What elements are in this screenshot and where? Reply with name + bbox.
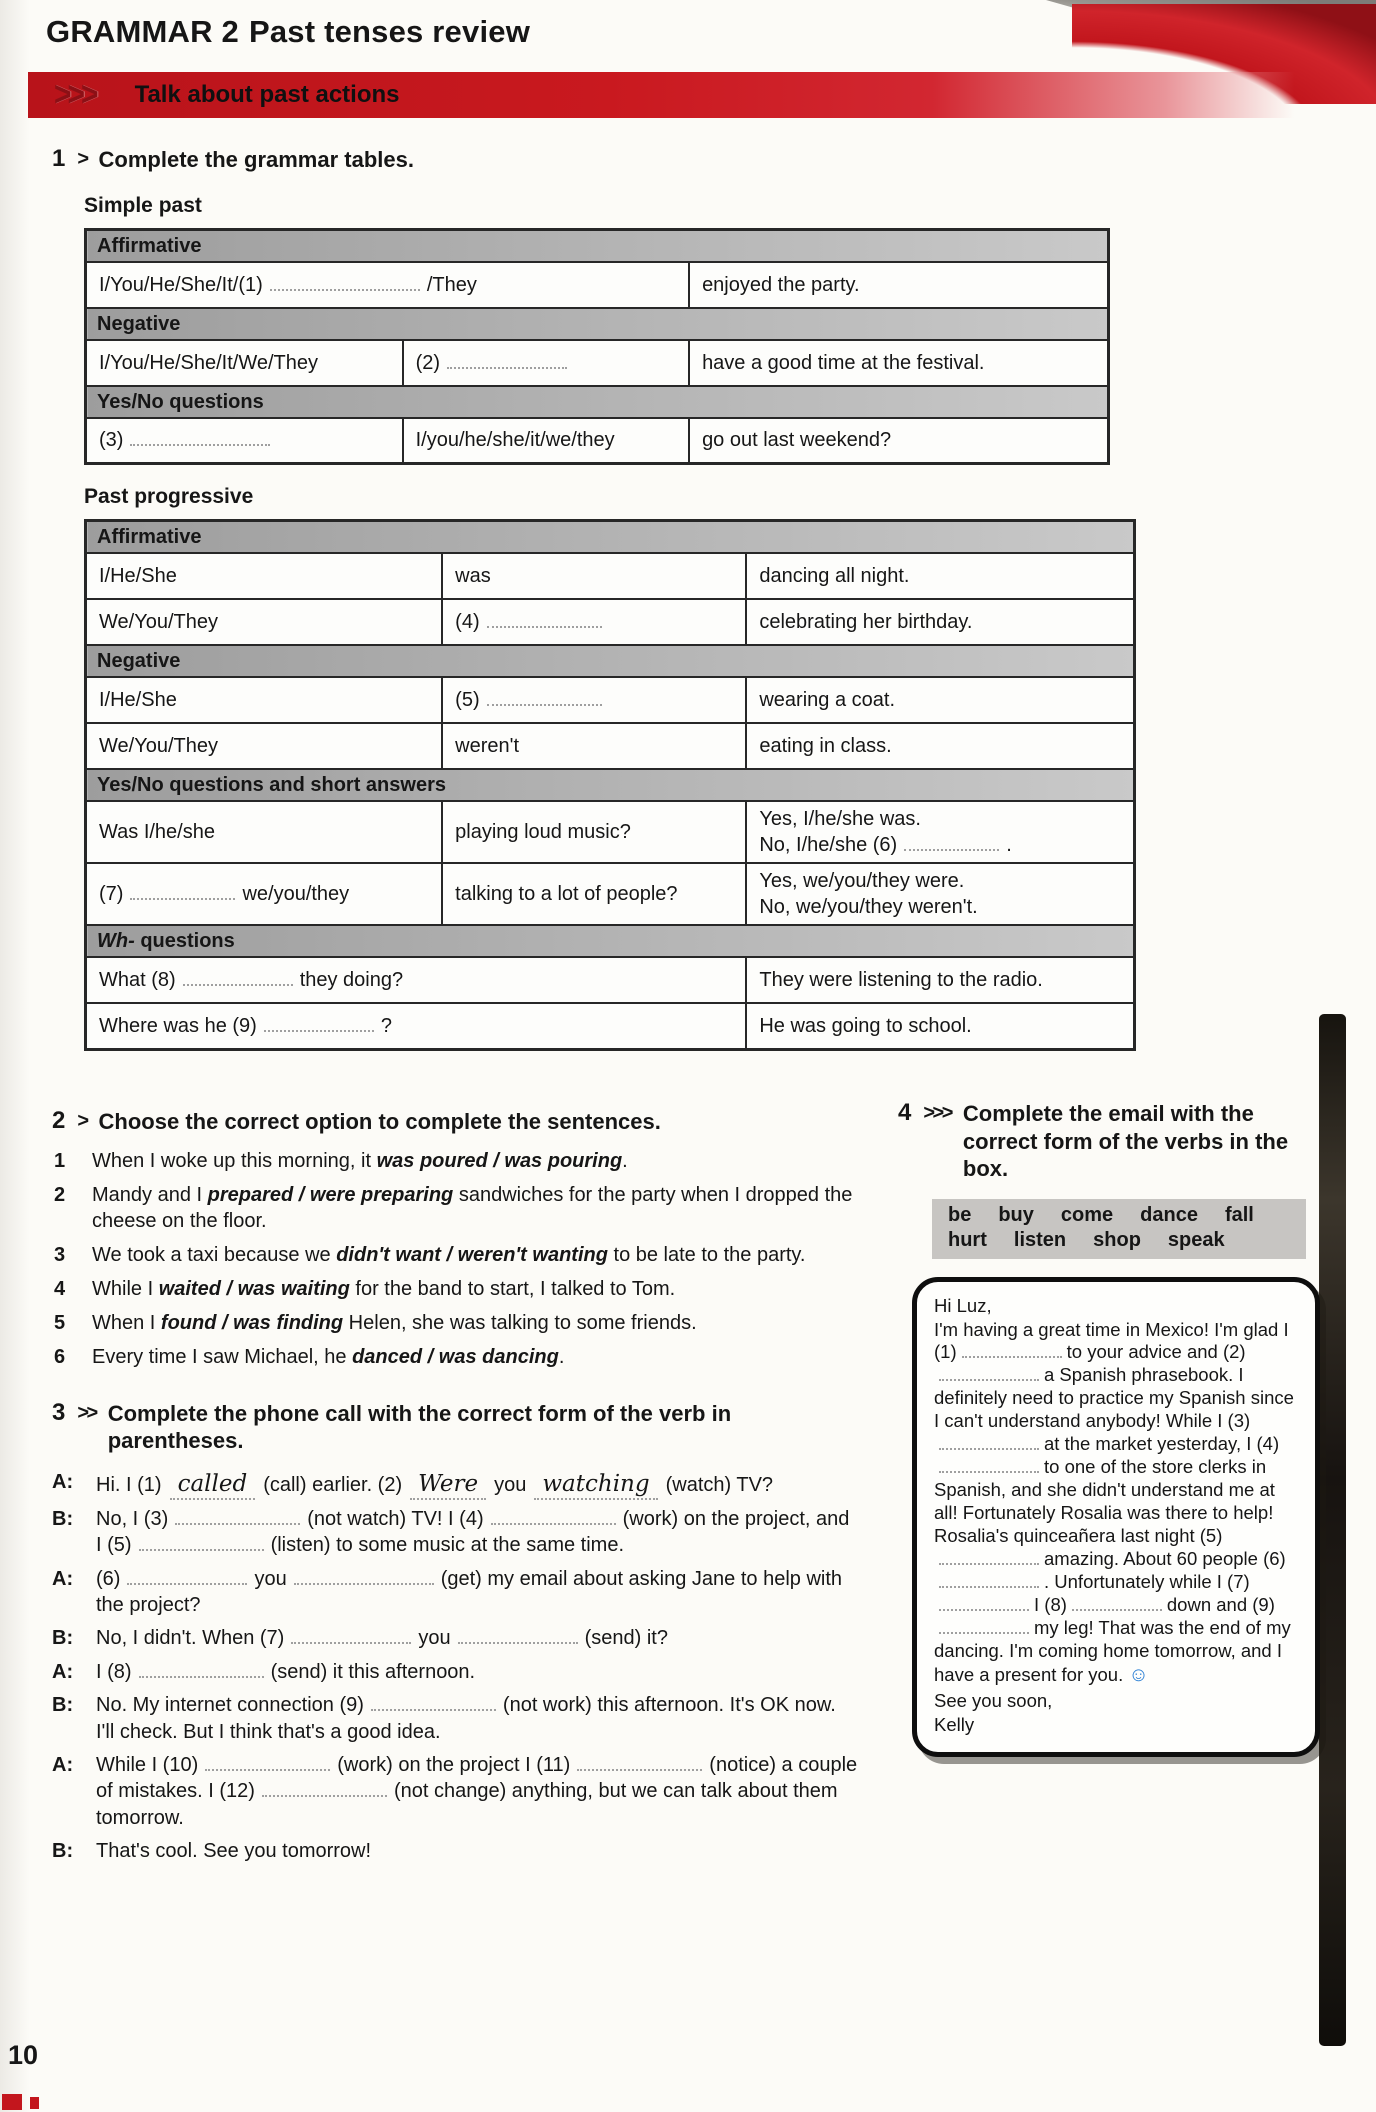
speaker-label: B: [52, 1507, 74, 1530]
level-chevron-icon: > [77, 1110, 87, 1132]
text-segment: While I [92, 1277, 159, 1300]
table-cell [86, 553, 443, 599]
table-cell [746, 1003, 1134, 1049]
choice-options: waited / was waiting [158, 1277, 350, 1300]
dialogue-line [52, 1659, 858, 1685]
text-segment: Every time I saw Michael, he [92, 1345, 353, 1368]
verb-option: fall [1224, 1203, 1254, 1226]
text-segment: I/He/She [99, 689, 177, 711]
page-title [46, 14, 530, 50]
email-card [912, 1277, 1320, 1757]
text-segment: /They [426, 273, 477, 296]
table-cell [86, 340, 403, 386]
dialogue-line [52, 1506, 858, 1559]
answer-blank [939, 1435, 1039, 1451]
table-cell [746, 553, 1134, 599]
text-segment: No, we/you/they weren't. [759, 896, 978, 918]
text-segment: (not watch) TV! I (4) [307, 1507, 484, 1530]
table-header-row [86, 521, 1135, 554]
table-cell [442, 801, 746, 863]
exercise-2-heading [52, 1108, 858, 1136]
answer-blank [183, 969, 293, 986]
answer-blank [291, 1627, 411, 1644]
sentence-item [54, 1310, 858, 1336]
text-segment: (work) on the project I (11) [337, 1753, 571, 1776]
choice-options: prepared / were preparing [207, 1183, 454, 1206]
table-cell [746, 677, 1134, 723]
table-cell [86, 418, 403, 464]
table-section-header [86, 769, 1135, 801]
footer-red-mark [2, 2094, 22, 2110]
dialogue-line [52, 1566, 858, 1619]
table-cell [689, 340, 1108, 386]
handwritten-answer: watching [534, 1471, 657, 1500]
answer-blank [139, 1534, 264, 1551]
text-segment: While I (10) [96, 1753, 199, 1776]
table-cell [442, 553, 746, 599]
table-cell [746, 599, 1134, 645]
text-segment: (7) [99, 883, 124, 905]
table-cell [86, 1003, 747, 1049]
table-cell [403, 340, 689, 386]
answer-blank [205, 1754, 330, 1771]
table-cell [689, 262, 1108, 308]
simple-past-table [84, 228, 1110, 466]
text-segment: I'm having a great time in Mexico! I'm glad I (1) [934, 1318, 1289, 1363]
text-segment: No, I (3) [96, 1507, 169, 1530]
text-segment: (2) [415, 351, 441, 374]
table-header-row [86, 925, 1135, 957]
answer-blank [294, 1568, 434, 1585]
table-row [86, 863, 1135, 925]
text-segment: No, I didn't. When (7) [96, 1627, 285, 1650]
table-cell [86, 262, 690, 308]
exercise-number: 4 [898, 1099, 912, 1126]
table-section-header [86, 308, 1109, 340]
text-segment: I/you/he/she/it/we/they [415, 429, 615, 452]
table-row [86, 723, 1135, 769]
text-segment: (5) [455, 689, 480, 711]
table-cell [403, 418, 689, 464]
text-segment: (send) it this afternoon. [270, 1660, 476, 1683]
exercise-title: Complete the email with the correct form of the verbs in the box. [962, 1101, 1289, 1181]
text-segment: I/He/She [99, 565, 177, 587]
text-segment: No. My internet connection (9) [96, 1694, 364, 1717]
text-segment: What (8) [99, 969, 176, 991]
text-segment: talking to a lot of people? [455, 883, 678, 905]
page-number: 10 [8, 2040, 39, 2070]
exercise-3-heading [52, 1400, 858, 1455]
answer-blank [939, 1618, 1029, 1634]
text-segment: I (8) [96, 1660, 132, 1683]
answer-blank [939, 1595, 1029, 1611]
email-signature: Kelly [934, 1714, 975, 1736]
text-segment: (listen) to some music at the same time. [270, 1534, 625, 1557]
text-segment: you [418, 1627, 451, 1650]
text-segment: Hi. I (1) [96, 1473, 162, 1496]
text-segment: No, I/he/she (6) [759, 834, 898, 856]
table-header-row [86, 769, 1135, 801]
sentence-text [92, 1182, 858, 1234]
answer-blank [447, 352, 567, 369]
text-segment: Yes, I/he/she was. [759, 808, 921, 830]
page-left-edge [0, 0, 30, 2112]
handwritten-answer: called [170, 1471, 256, 1500]
text-segment: We/You/They [99, 735, 218, 757]
text-segment: When I [92, 1311, 161, 1334]
text-segment: questions [134, 930, 235, 952]
phone-call-dialogue [52, 1469, 858, 1865]
item-number: 5 [54, 1311, 66, 1334]
item-number: 1 [54, 1149, 66, 1172]
text-segment: (work) on the project, and I (5) [96, 1507, 850, 1557]
table-cell [86, 723, 443, 769]
table-cell [442, 677, 746, 723]
level-chevron-icon: >> [77, 1401, 96, 1424]
table-section-header [86, 925, 1135, 957]
right-column [898, 1100, 1334, 1757]
text-segment: playing loud music? [455, 821, 631, 843]
text-segment: they doing? [299, 969, 404, 991]
text-segment: Helen, she was talking to some friends. [343, 1311, 697, 1334]
verb-option: listen [1013, 1228, 1067, 1251]
table-row [86, 599, 1135, 645]
text-segment: Negative [97, 650, 181, 672]
email-closing: See you soon, [934, 1690, 1053, 1712]
table-cell [442, 723, 746, 769]
table-cell [746, 801, 1134, 863]
text-segment: Mandy and I [92, 1183, 208, 1206]
table-cell [746, 863, 1134, 925]
speaker-label: A: [52, 1660, 74, 1683]
text-segment: to one of the store clerks in Spanish, and she didn't understand me at all! Fortunately Rosalia was there to help! Rosalia's quinceañera last night (5) [934, 1456, 1275, 1546]
text-segment: They were listening to the radio. [759, 969, 1043, 991]
text-segment: celebrating her birthday. [759, 611, 973, 633]
text-segment: We took a taxi because we [92, 1243, 337, 1266]
sentence-item [54, 1276, 858, 1302]
verb-option: shop [1093, 1228, 1141, 1251]
answer-blank [487, 689, 602, 706]
verb-option: buy [998, 1203, 1034, 1226]
sentence-list [54, 1148, 858, 1370]
speaker-label: A: [52, 1470, 74, 1493]
text-segment: to be late to the party. [607, 1243, 806, 1266]
speaker-label: B: [52, 1694, 74, 1717]
answer-blank [577, 1754, 702, 1771]
answer-blank [371, 1694, 496, 1711]
text-segment: ? [380, 1014, 392, 1037]
sentence-item [54, 1148, 858, 1174]
text-segment: We/You/They [99, 611, 218, 633]
exercise-title: Complete the grammar tables. [98, 147, 414, 172]
sentence-item [54, 1182, 858, 1234]
sentence-text [92, 1344, 858, 1370]
text-segment: we/you/they [242, 883, 350, 905]
exercise-title: Complete the phone call with the correct form of the verb in parentheses. [107, 1400, 732, 1453]
answer-blank [127, 1568, 247, 1585]
text-segment: a Spanish phrasebook. I definitely need to practice my Spanish since I can't understand anybody! While I (3) [934, 1364, 1294, 1432]
text-segment: (not change) anything, but we can talk about them tomorrow. [96, 1780, 838, 1829]
choice-options: didn't want / weren't wanting [336, 1243, 608, 1266]
text-segment: Affirmative [97, 234, 202, 257]
text-segment: . [558, 1345, 565, 1368]
answer-blank [1072, 1595, 1162, 1611]
left-column [52, 1108, 858, 1872]
table-cell [442, 863, 746, 925]
dialogue-line [52, 1838, 858, 1864]
answer-blank [130, 429, 270, 446]
answer-blank [262, 1780, 387, 1797]
table-cell [746, 957, 1134, 1003]
speaker-label: B: [52, 1627, 74, 1650]
choice-options: found / was finding [160, 1311, 344, 1334]
text-segment: I/You/He/She/It/We/They [99, 351, 319, 374]
text-segment: (3) [99, 429, 124, 452]
table-label-past-progressive: Past progressive [84, 485, 254, 508]
answer-blank [962, 1343, 1062, 1359]
table-label-simple-past: Simple past [84, 193, 202, 217]
verb-option: hurt [948, 1228, 987, 1251]
sentence-text [92, 1242, 858, 1268]
dialogue-line [52, 1625, 858, 1651]
table-row [86, 1003, 1135, 1049]
table-cell [86, 957, 747, 1003]
italic-text: Wh- [97, 930, 135, 952]
text-segment: Where was he (9) [99, 1014, 257, 1037]
choice-options: was poured / was pouring [376, 1149, 623, 1172]
page-subtitle: Past tenses review [248, 14, 531, 49]
table-row [86, 677, 1135, 723]
table-section-header [86, 645, 1135, 677]
text-segment: (not work) this afternoon. It's OK now. I'll check. But I think that's a good idea. [96, 1694, 836, 1743]
text-segment: Yes/No questions and short answers [97, 774, 446, 796]
text-segment: Yes, we/you/they were. [759, 870, 965, 892]
smiley-icon: ☺ [1128, 1663, 1149, 1686]
table-section-header [86, 386, 1109, 418]
exercise-1-heading [52, 146, 1136, 174]
answer-blank [139, 1661, 264, 1678]
table-section-header [86, 229, 1109, 262]
section-banner [28, 72, 1320, 118]
item-number: 6 [54, 1345, 66, 1368]
text-segment: weren't [455, 735, 520, 757]
email-greeting: Hi Luz, [934, 1294, 992, 1316]
answer-blank [939, 1457, 1039, 1473]
text-segment: you [494, 1473, 527, 1496]
table-cell [746, 723, 1134, 769]
level-chevron-icon: > [77, 148, 87, 170]
answer-blank [270, 274, 420, 291]
text-segment: have a good time at the festival. [702, 351, 985, 374]
answer-blank [264, 1015, 374, 1032]
text-segment: (6) [96, 1567, 121, 1590]
table-row [86, 801, 1135, 863]
answer-blank [904, 834, 999, 851]
sentence-text [92, 1310, 858, 1336]
text-segment: for the band to start, I talked to Tom. [349, 1277, 676, 1300]
table-cell [86, 677, 443, 723]
text-segment: I/You/He/She/It/(1) [99, 273, 263, 296]
text-segment: to your advice and (2) [1066, 1341, 1246, 1363]
text-segment: I (8) [1034, 1593, 1067, 1615]
text-segment: you [254, 1567, 287, 1590]
banner-label: Talk about past actions [134, 81, 400, 108]
dialogue-line [52, 1469, 858, 1499]
table-cell [442, 599, 746, 645]
text-segment: wearing a coat. [759, 689, 895, 711]
choice-options: danced / was dancing [352, 1345, 559, 1368]
handwritten-answer: Were [410, 1471, 486, 1500]
item-number: 2 [54, 1183, 66, 1206]
text-segment: Was I/he/she [99, 821, 215, 843]
verb-word-box [932, 1199, 1306, 1259]
sentence-text [92, 1148, 858, 1174]
text-segment: Negative [97, 312, 181, 335]
sentence-item [54, 1344, 858, 1370]
exercise-number: 1 [52, 145, 66, 172]
verb-option: be [948, 1203, 972, 1226]
text-segment: That's cool. See you tomorrow! [96, 1840, 372, 1863]
table-header-row [86, 308, 1109, 340]
speaker-label: A: [52, 1753, 74, 1776]
exercise-title: Choose the correct option to complete the sentences. [98, 1109, 661, 1134]
text-segment: go out last weekend? [702, 429, 892, 452]
answer-blank [939, 1572, 1039, 1588]
text-segment: down and (9) [1166, 1593, 1275, 1615]
table-header-row [86, 386, 1109, 418]
speaker-label: B: [52, 1840, 74, 1863]
table-row [86, 262, 1109, 308]
exercise-1 [52, 146, 1136, 1051]
table-cell [689, 418, 1108, 464]
table-row [86, 957, 1135, 1003]
exercise-number: 3 [52, 1398, 66, 1426]
item-number: 3 [54, 1243, 66, 1266]
text-segment: at the market yesterday, I (4) [1044, 1433, 1280, 1455]
text-segment: (get) my email about asking Jane to help with the project? [96, 1567, 843, 1617]
table-row [86, 418, 1109, 464]
text-segment: amazing. About 60 people (6) [1044, 1547, 1286, 1569]
speaker-label: A: [52, 1567, 74, 1590]
text-segment: eating in class. [759, 735, 892, 757]
table-cell [86, 599, 443, 645]
verb-option: speak [1167, 1228, 1225, 1251]
text-segment: (watch) TV? [665, 1473, 774, 1496]
text-segment: sandwiches for the party when I dropped the cheese on the floor. [92, 1183, 853, 1232]
text-segment: When I woke up this morning, it [92, 1149, 377, 1172]
text-segment: (call) earlier. (2) [263, 1473, 403, 1496]
table-row [86, 340, 1109, 386]
text-segment: . [1006, 834, 1012, 856]
table-cell [86, 801, 443, 863]
level-chevron-icon: >>> [923, 1102, 951, 1124]
text-segment: (send) it? [584, 1627, 668, 1650]
table-section-header [86, 521, 1135, 554]
verb-option: come [1060, 1203, 1114, 1226]
text-segment: . [622, 1149, 628, 1172]
table-row [86, 553, 1135, 599]
exercise-4-heading [898, 1100, 1334, 1183]
answer-blank [487, 611, 602, 628]
answer-blank [939, 1549, 1039, 1565]
footer-red-mark [30, 2097, 39, 2109]
verb-option: dance [1140, 1203, 1198, 1226]
text-segment: . Unfortunately while I (7) [1044, 1570, 1250, 1592]
text-segment: (4) [455, 611, 480, 633]
text-segment: Affirmative [97, 526, 202, 548]
answer-blank [491, 1508, 616, 1525]
grammar-unit-label: GRAMMAR 2 [46, 14, 239, 49]
text-segment: was [455, 565, 491, 587]
exercise-number: 2 [52, 1107, 66, 1134]
dialogue-line [52, 1692, 858, 1745]
text-segment: Yes/No questions [97, 390, 264, 413]
text-segment: dancing all night. [759, 565, 910, 587]
text-segment: my leg! That was the end of my dancing. I'm coming home tomorrow, and I have a present for you. [934, 1616, 1291, 1685]
past-progressive-table [84, 519, 1136, 1051]
text-segment: He was going to school. [759, 1014, 972, 1037]
answer-blank [130, 883, 235, 900]
dialogue-line [52, 1752, 858, 1831]
sentence-item [54, 1242, 858, 1268]
answer-blank [175, 1508, 300, 1525]
answer-blank [939, 1366, 1039, 1382]
triple-chevron-icon: >>> [54, 75, 95, 114]
sentence-text [92, 1276, 858, 1302]
text-segment: (notice) a couple of mistakes. I (12) [96, 1753, 858, 1803]
table-header-row [86, 645, 1135, 677]
answer-blank [458, 1627, 578, 1644]
email-body [934, 1319, 1298, 1688]
table-cell [86, 863, 443, 925]
item-number: 4 [54, 1277, 66, 1300]
text-segment: enjoyed the party. [702, 273, 860, 296]
table-header-row [86, 229, 1109, 262]
